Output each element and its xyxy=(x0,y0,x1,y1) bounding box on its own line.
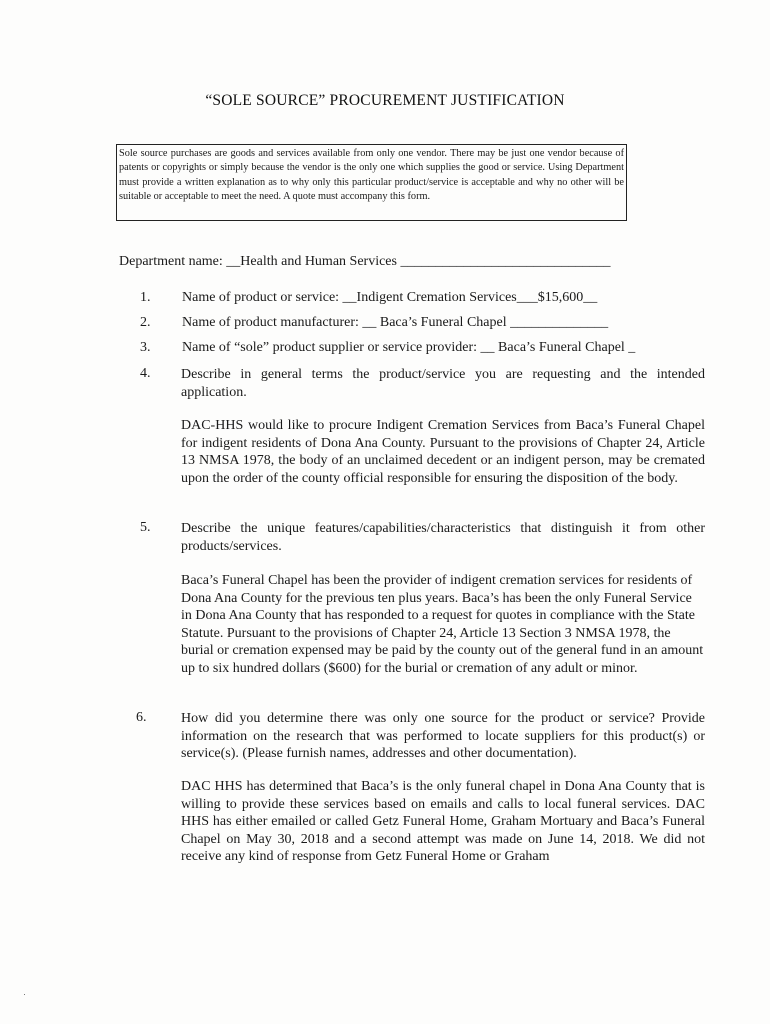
item-question-6: How did you determine there was only one source for the product or service? Provide information on the research that was performed to locate suppliers for this product(s) or service(s). (Please furnish names, addresses and other documentation). xyxy=(181,711,705,761)
item-answer-6: DAC HHS has determined that Baca’s is the only funeral chapel in Dona Ana County that is willing to provide these services based on emails and calls to local funeral services. DAC HHS has either emailed or called Getz Funeral Home, Graham Mortuary and Baca’s Funeral Chapel on May 30, 2018 and a second attempt was made on June 14, 2018. We did not receive any kind of response from Getz Funeral Home or Graham xyxy=(181,779,705,864)
item-text-3: Name of “sole” product supplier or service provider: __ Baca’s Funeral Chapel _ xyxy=(182,340,636,355)
item-number-4: 4. xyxy=(140,366,151,381)
item-number-1: 1. xyxy=(140,290,151,305)
item-text-1: Name of product or service: __Indigent Cremation Services___$15,600__ xyxy=(182,290,598,305)
item-question-4: Describe in general terms the product/service you are requesting and the intended application. xyxy=(181,367,705,400)
sole-source-notice-box: Sole source purchases are goods and services available from only one vendor. There may be just one vendor because of patents or copyrights or simply because the vendor is the only one which supplies the good or service. Using Department must provide a written explanation as to why only this particular product/service is acceptable and why no other will be suitable or acceptable to meet the need. A quote must accompany this form. xyxy=(116,144,627,221)
item-number-5: 5. xyxy=(140,520,151,535)
item-number-6: 6. xyxy=(136,710,147,725)
item-text-2: Name of product manufacturer: __ Baca’s Funeral Chapel ______________ xyxy=(182,315,609,330)
item-question-5: Describe the unique features/capabilities/characteristics that distinguish it from other products/services. xyxy=(181,521,705,554)
scan-speck xyxy=(24,994,25,995)
document-title: “SOLE SOURCE” PROCUREMENT JUSTIFICATION xyxy=(205,92,565,109)
item-answer-4: DAC-HHS would like to procure Indigent Cremation Services from Baca’s Funeral Chapel for indigent residents of Dona Ana County. Pursuant to the provisions of Chapter 24, Article 13 NMSA 1978, the body of an unclaimed decedent or an indigent person, may be cremated upon the order of the county official responsible for ensuring the disposition of the body. xyxy=(181,418,705,486)
department-name-line: Department name: __Health and Human Services ______________________________ xyxy=(119,254,611,269)
item-number-2: 2. xyxy=(140,315,151,330)
item-number-3: 3. xyxy=(140,340,151,355)
item-answer-5: Baca’s Funeral Chapel has been the provider of indigent cremation services for residents of Dona Ana County for the previous ten plus years. Baca’s has been the only Funeral Service in Dona Ana County that has responded to a request for quotes in compliance with the State Statute. Pursuant to the provisions of Chapter 24, Article 13 Section 3 NMSA 1978, the burial or cremation expensed may be paid by the county out of the general fund in an amount up to six hundred dollars ($600) for the burial or cremation of any adult or minor. xyxy=(181,573,704,676)
